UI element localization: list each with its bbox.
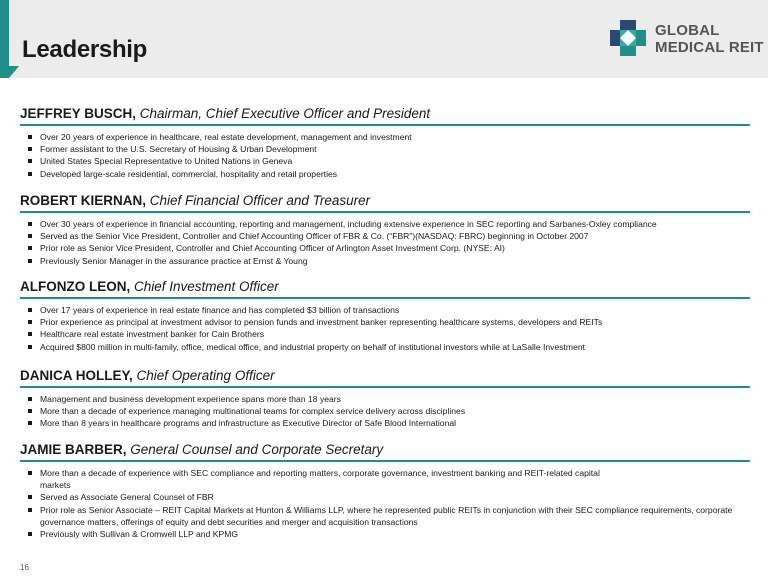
bullet-text: Developed large-scale residential, commercial, hospitality and retail properties <box>40 168 338 179</box>
bullet-icon <box>28 234 32 238</box>
bullet-icon <box>28 397 32 401</box>
bullet-text: Over 30 years of experience in financial accounting, reporting and management, including extensive experience in SEC reporting and Sarbanes-Oxley compliance <box>40 219 657 229</box>
bullet-text: Served as the Senior Vice President, Controller and Chief Accounting Officer of FBR & Co. (“FBR”)(NASDAQ: FBRC) beginning in October 2007 <box>40 231 589 242</box>
bullet-text: Acquired $800 million in multi-family, office, medical office, and industrial property on behalf of institutional investors while at LaSalle Investment <box>40 341 586 352</box>
bullet-icon <box>28 259 32 263</box>
leader-heading <box>20 279 750 294</box>
bullet-text: Former assistant to the U.S. Secretary of Housing & Urban Development <box>40 144 317 155</box>
section-divider <box>20 297 750 299</box>
bullet-icon <box>28 471 32 475</box>
leader-name: JEFFREY BUSCH, <box>20 106 137 121</box>
list-item <box>20 405 750 417</box>
bullet-text: Previously Senior Manager in the assurance practice at Ernst & Young <box>40 255 308 266</box>
bullet-icon <box>28 532 32 536</box>
bullet-text: More than a decade of experience managing multinational teams for complex service delivery across disciplines <box>40 406 466 417</box>
bullet-list <box>20 467 750 540</box>
bullet-text: Over 17 years of experience in real estate finance and has completed $3 billion of transactions <box>40 305 400 315</box>
list-item <box>20 242 750 254</box>
bullet-icon <box>28 159 32 163</box>
list-item <box>20 491 750 503</box>
bullet-text: Over 20 years of experience in healthcare, real estate development, management and investment <box>40 132 412 142</box>
list-item <box>20 155 750 167</box>
bullet-icon <box>28 135 32 139</box>
list-item <box>20 467 600 491</box>
leader-section <box>20 442 750 540</box>
bullet-text: Prior experience as principal at investment advisor to pension funds and investment banker representing healthcare systems, developers and REITs <box>40 317 603 328</box>
logo-line-2: MEDICAL REIT <box>655 39 764 56</box>
list-item <box>20 328 750 340</box>
leader-name: ROBERT KIERNAN, <box>20 193 147 208</box>
bullet-list <box>20 131 750 180</box>
bullet-list <box>20 393 750 430</box>
list-item <box>20 341 750 353</box>
list-item <box>20 528 750 540</box>
bullet-icon <box>28 421 32 425</box>
list-item <box>20 143 750 155</box>
leader-section <box>20 106 750 180</box>
company-logo <box>609 19 764 63</box>
bullet-icon <box>28 147 32 151</box>
list-item <box>20 393 750 405</box>
bullet-icon <box>28 508 32 512</box>
bullet-text: More than 8 years in healthcare programs and infrastructure as Executive Director of Safe Blood International <box>40 418 457 429</box>
section-divider <box>20 460 750 462</box>
leader-role: General Counsel and Corporate Secretary <box>126 442 384 457</box>
bullet-icon <box>28 222 32 226</box>
leader-name: ALFONZO LEON, <box>20 279 131 294</box>
leader-name: JAMIE BARBER, <box>20 442 127 457</box>
leader-heading <box>20 368 750 383</box>
leader-role: Chief Operating Officer <box>132 368 275 383</box>
leader-role: Chief Financial Officer and Treasurer <box>146 193 371 208</box>
page-number: 16 <box>20 563 29 572</box>
bullet-list <box>20 304 750 353</box>
bullet-icon <box>28 308 32 312</box>
bullet-icon <box>28 345 32 349</box>
bullet-icon <box>28 246 32 250</box>
bullet-text: More than a decade of experience with SEC compliance and reporting matters, corporate governance, investment banking and REIT-related capital markets <box>40 468 600 491</box>
bullet-text: Served as Associate General Counsel of FBR <box>40 492 214 503</box>
bullet-text: Healthcare real estate investment banker for Cain Brothers <box>40 329 265 340</box>
list-item <box>20 218 750 230</box>
bullet-icon <box>28 409 32 413</box>
list-item <box>20 504 740 528</box>
bullet-icon <box>28 320 32 324</box>
list-item <box>20 255 750 267</box>
bullet-text: Prior role as Senior Associate – REIT Capital Markets at Hunton & Williams LLP, where he represented public REITs in conjunction with their SEC compliance requirements, corporate governance matters, offerings of equity and debt securities and merger and acquisition transactions <box>40 504 733 527</box>
bullet-text: United States Special Representative to United Nations in Geneva <box>40 156 293 167</box>
bullet-icon <box>28 495 32 499</box>
header-accent-notch <box>9 66 19 78</box>
list-item <box>20 304 750 316</box>
leader-heading <box>20 106 750 121</box>
bullet-icon <box>28 332 32 336</box>
logo-line-1: GLOBAL <box>655 22 720 39</box>
list-item <box>20 417 750 429</box>
bullet-text: Previously with Sullivan & Cromwell LLP and KPMG <box>40 529 239 540</box>
logo-cross-icon <box>609 19 647 57</box>
leader-heading <box>20 193 750 208</box>
leader-role: Chief Investment Officer <box>130 279 279 294</box>
leader-heading <box>20 442 750 457</box>
leader-section <box>20 193 750 267</box>
list-item <box>20 316 750 328</box>
list-item <box>20 168 750 180</box>
section-divider <box>20 124 750 126</box>
bullet-text: Management and business development experience spans more than 18 years <box>40 394 341 404</box>
leader-role: Chairman, Chief Executive Officer and President <box>136 106 431 121</box>
bullet-list <box>20 218 750 267</box>
bullet-icon <box>28 172 32 176</box>
leader-section <box>20 368 750 430</box>
list-item <box>20 131 750 143</box>
section-divider <box>20 386 750 388</box>
leader-name: DANICA HOLLEY, <box>20 368 133 383</box>
list-item <box>20 230 750 242</box>
section-divider <box>20 211 750 213</box>
bullet-text: Prior role as Senior Vice President, Controller and Chief Accounting Officer of Arlington Asset Investment Corp. (NYSE: AI) <box>40 243 505 254</box>
header-accent-bar <box>0 0 9 78</box>
leader-section <box>20 279 750 353</box>
page-title: Leadership <box>22 36 148 63</box>
